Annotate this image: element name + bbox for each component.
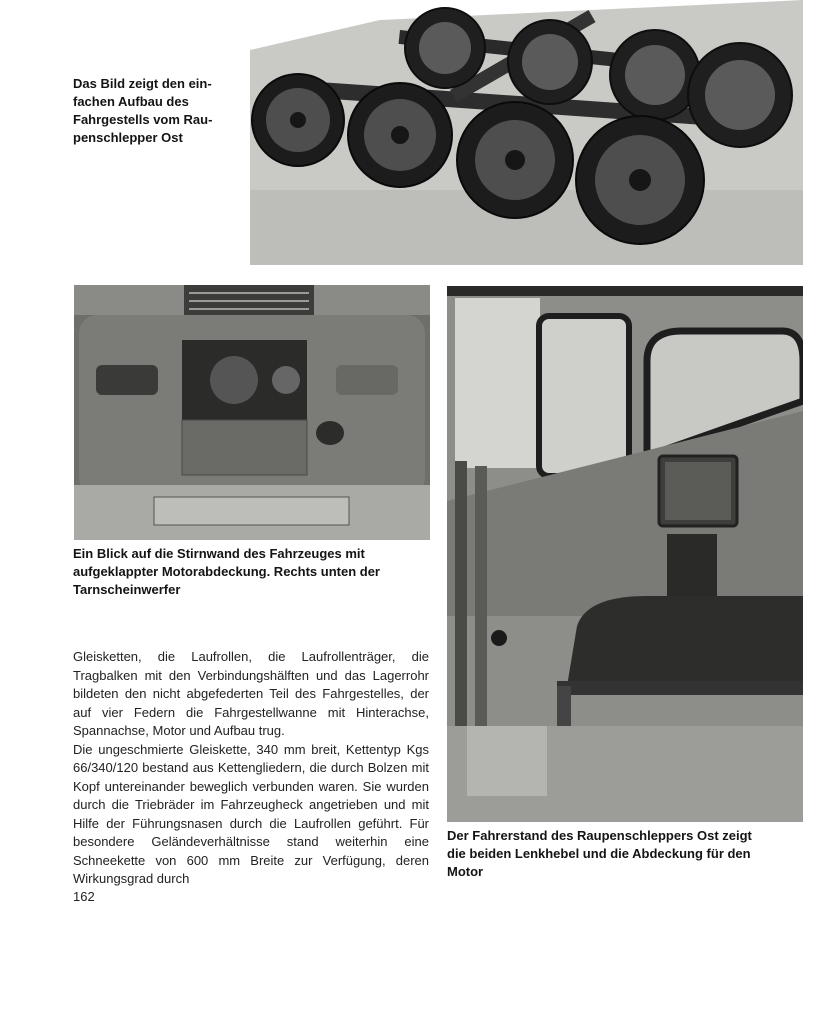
driver-station-photo	[447, 286, 803, 822]
caption-line: aufgeklappter Motorabdeckung. Rechts unten der	[73, 564, 380, 579]
caption-line: die beiden Lenkhebel und die Abdeckung für den	[447, 846, 751, 861]
caption-line: Der Fahrerstand des Raupenschleppers Ost zeigt	[447, 828, 752, 843]
caption-line: penschlepper Ost	[73, 130, 183, 145]
caption-line: Das Bild zeigt den ein-	[73, 76, 212, 91]
front-wall-photo	[74, 285, 430, 540]
paragraph: Die ungeschmierte Gleiskette, 340 mm breit, Kettentyp Kgs 66/340/120 bestand aus Kettengliedern, die durch Bolzen mit Kopf untereinander beweglich verbunden waren. Sie wurden durch die Triebräder im Fahrzeugheck angetrieben und mit Hilfe der Führungsnasen durch die Laufrollen geführt. Für besondere Geländeverhältnisse stand weiterhin eine Schneekette von 600 mm Breite zur Verfügung, deren Wirkungsgrad durch	[73, 741, 429, 886]
caption-line: fachen Aufbau des	[73, 94, 189, 109]
chassis-photo	[250, 0, 803, 265]
caption-line: Motor	[447, 864, 484, 879]
paragraph: Gleisketten, die Laufrollen, die Laufrollenträger, die Tragbalken mit den Verbindungshälften und das Lagerrohr bildeten den nicht abgefederten Teil des Fahrgestelles, der auf vier Federn die Fahrgestellwanne mit Hinterachse, Spannachse, Motor und Aufbau trug.	[73, 649, 429, 738]
caption-line: Ein Blick auf die Stirnwand des Fahrzeuges mit	[73, 546, 365, 561]
chassis-image	[250, 0, 803, 265]
front-wall-caption	[73, 545, 433, 599]
caption-line: Tarnscheinwerfer	[73, 582, 181, 597]
driver-station-image	[447, 286, 803, 822]
driver-station-caption	[447, 827, 807, 881]
page-number: 162	[73, 889, 95, 904]
caption-line: Fahrgestells vom Rau-	[73, 112, 213, 127]
front-wall-image	[74, 285, 430, 540]
body-text	[73, 648, 429, 889]
chassis-caption	[73, 75, 243, 147]
